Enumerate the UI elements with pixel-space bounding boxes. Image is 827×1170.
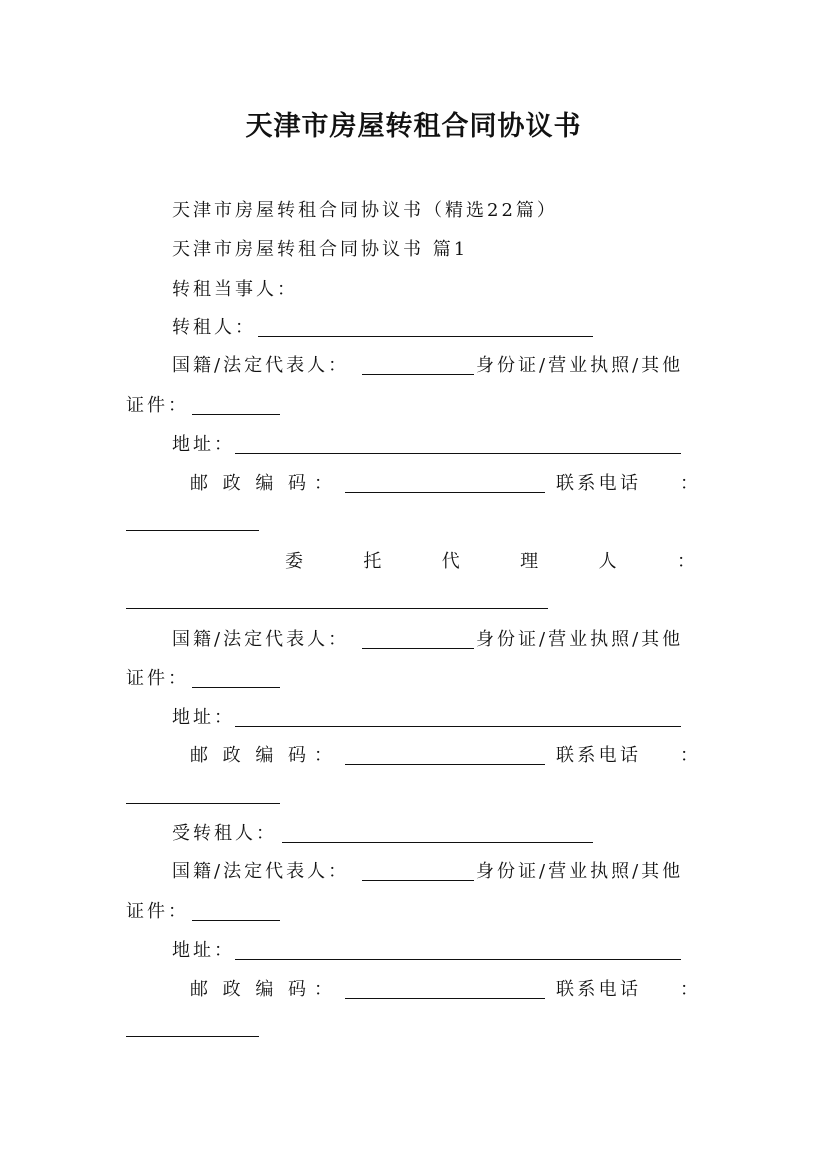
char: 托 — [363, 551, 382, 572]
sublessee-label: 受转租人： — [172, 823, 277, 844]
id-blank-2[interactable] — [192, 687, 280, 688]
document-title: 天津市房屋转租合同协议书 — [245, 111, 582, 142]
char: 话 — [619, 979, 638, 1000]
char: 编 — [255, 473, 274, 494]
char: 政 — [222, 979, 241, 1000]
sublessor-blank[interactable] — [258, 336, 593, 337]
id-suffix-1: 身份证/营业执照/其他 — [476, 355, 684, 376]
char: 系 — [577, 979, 596, 1000]
postal-blank-3[interactable] — [345, 998, 545, 999]
document-intro: 天津市房屋转租合同协议书（精选22篇） — [172, 200, 558, 221]
id-blank-1[interactable] — [192, 414, 280, 415]
char: 电 — [598, 745, 617, 766]
address-label-2: 地址： — [172, 707, 235, 728]
phone-label-3 — [556, 979, 638, 1001]
address-label-3: 地址： — [172, 940, 235, 961]
nationality-label-3: 国籍/法定代表人： — [172, 861, 350, 882]
phone-label-2 — [556, 745, 638, 767]
phone-colon-3: ： — [680, 979, 698, 1000]
char: 邮 — [190, 473, 208, 494]
char: 联 — [556, 979, 574, 1000]
postal-label-3 — [190, 979, 306, 1001]
sublessor-label: 转租人： — [172, 317, 256, 338]
nationality-blank-3[interactable] — [362, 880, 474, 881]
char: 理 — [520, 551, 539, 572]
char: 码 — [287, 745, 306, 766]
char: 邮 — [190, 745, 208, 766]
phone-blank-2[interactable] — [126, 803, 280, 804]
postal-label-1 — [190, 473, 306, 495]
phone-blank-3[interactable] — [126, 1036, 259, 1037]
char: 话 — [619, 745, 638, 766]
id-cont-1: 证件： — [126, 395, 189, 416]
postal-label-2 — [190, 745, 306, 767]
char: 人 — [598, 551, 617, 572]
address-label-1: 地址： — [172, 434, 235, 455]
char: 政 — [222, 473, 241, 494]
char: 系 — [577, 745, 596, 766]
postal-colon-1: ： — [314, 473, 332, 494]
char: 编 — [255, 745, 274, 766]
id-cont-3: 证件： — [126, 901, 189, 922]
id-cont-2: 证件： — [126, 668, 189, 689]
postal-blank-2[interactable] — [345, 764, 545, 765]
sublessee-blank[interactable] — [282, 842, 593, 843]
phone-colon-1: ： — [680, 473, 698, 494]
agent-blank[interactable] — [126, 608, 548, 609]
postal-colon-2: ： — [314, 745, 332, 766]
nationality-label-2: 国籍/法定代表人： — [172, 629, 350, 650]
postal-blank-1[interactable] — [345, 492, 545, 493]
section-heading: 天津市房屋转租合同协议书 篇1 — [172, 239, 469, 260]
id-blank-3[interactable] — [192, 920, 280, 921]
agent-label — [285, 551, 695, 573]
nationality-blank-2[interactable] — [362, 648, 474, 649]
parties-label: 转租当事人： — [172, 279, 298, 300]
postal-colon-3: ： — [314, 979, 332, 1000]
char: 联 — [556, 745, 574, 766]
char: ： — [676, 551, 695, 572]
address-blank-3[interactable] — [235, 959, 681, 960]
id-suffix-2: 身份证/营业执照/其他 — [476, 629, 684, 650]
char: 代 — [441, 551, 460, 572]
char: 编 — [255, 979, 274, 1000]
id-suffix-3: 身份证/营业执照/其他 — [476, 861, 684, 882]
address-blank-2[interactable] — [235, 726, 681, 727]
nationality-blank-1[interactable] — [362, 374, 474, 375]
char: 码 — [287, 473, 306, 494]
char: 联 — [556, 473, 574, 494]
nationality-label-1: 国籍/法定代表人： — [172, 355, 350, 376]
phone-colon-2: ： — [680, 745, 698, 766]
address-blank-1[interactable] — [235, 453, 681, 454]
phone-label-1 — [556, 473, 638, 495]
char: 电 — [598, 473, 617, 494]
char: 委 — [285, 551, 303, 572]
char: 电 — [598, 979, 617, 1000]
char: 话 — [619, 473, 638, 494]
phone-blank-1[interactable] — [126, 530, 259, 531]
char: 码 — [287, 979, 306, 1000]
char: 邮 — [190, 979, 208, 1000]
char: 政 — [222, 745, 241, 766]
char: 系 — [577, 473, 596, 494]
